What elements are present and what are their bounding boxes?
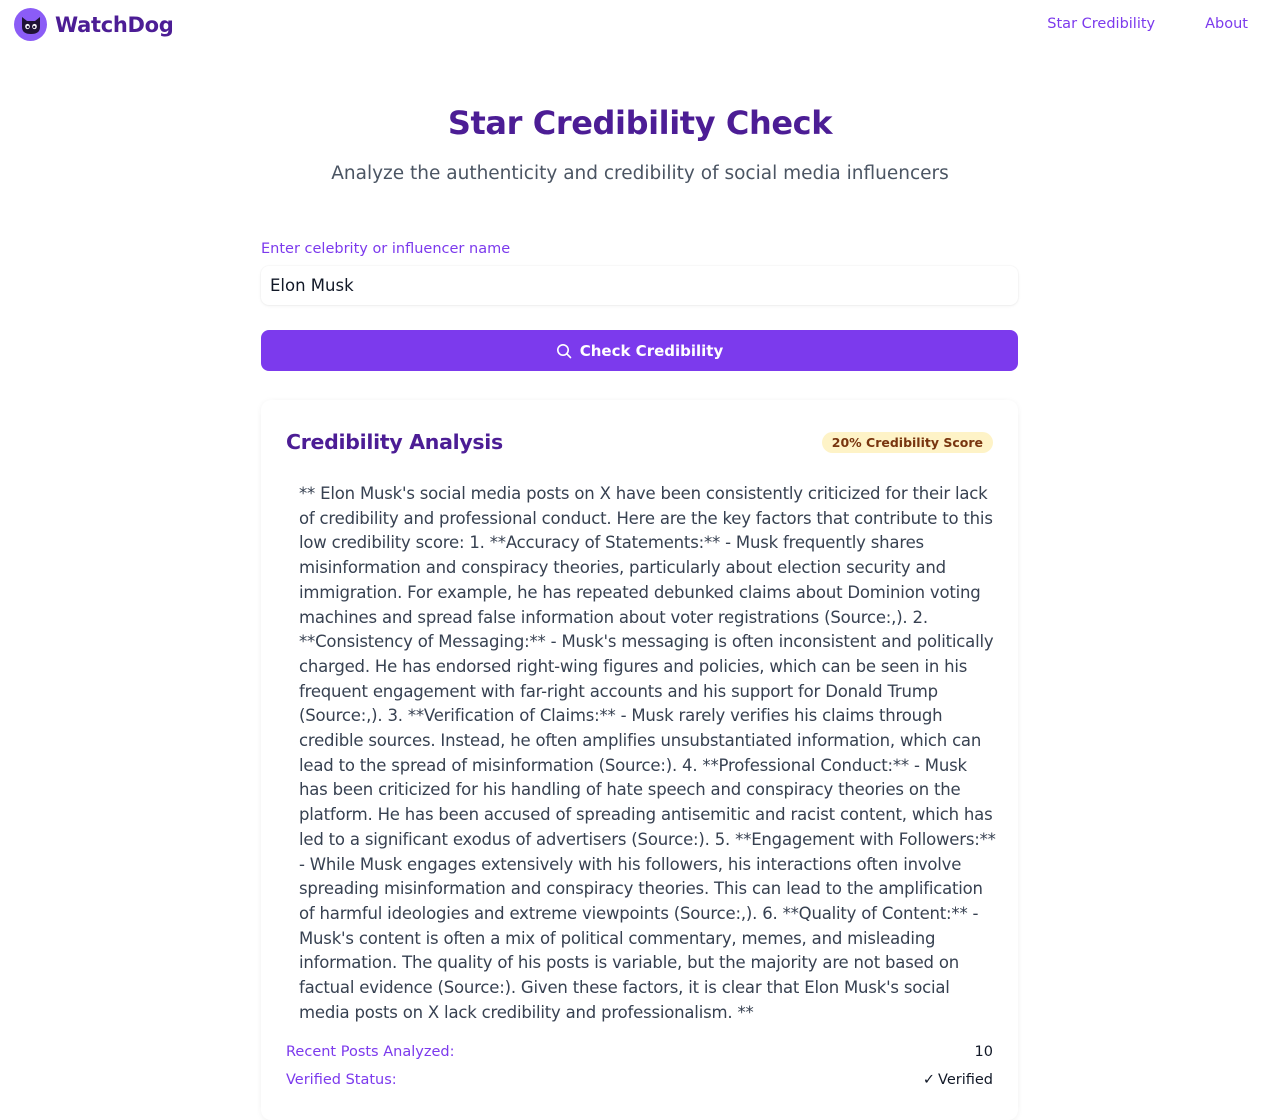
- name-input[interactable]: [261, 266, 1018, 305]
- stat-verified-status: [286, 1070, 993, 1090]
- analysis-card: [261, 400, 1018, 1120]
- name-field-label: Enter celebrity or influencer name: [261, 241, 511, 257]
- verified-text: Verified: [938, 1072, 993, 1088]
- page-subtitle: Analyze the authenticity and credibility of social media influencers: [331, 163, 949, 184]
- verified-value: [923, 1072, 993, 1088]
- check-credibility-label: Check Credibility: [579, 341, 724, 360]
- analysis-title: Credibility Analysis: [286, 430, 503, 454]
- page-title: Star Credibility Check: [447, 104, 833, 142]
- credibility-score-badge: 20% Credibility Score: [822, 432, 993, 453]
- stat-posts-analyzed: [286, 1042, 993, 1062]
- cat-face-icon: [14, 8, 47, 41]
- nav-star-credibility[interactable]: Star Credibility: [1047, 16, 1156, 32]
- app-name: WatchDog: [55, 12, 174, 37]
- check-credibility-button[interactable]: [261, 330, 1018, 371]
- top-bar: [0, 0, 1280, 52]
- checkmark-icon: ✓: [922, 1072, 936, 1088]
- stat-value: 10: [974, 1044, 993, 1060]
- analysis-text: ** Elon Musk's social media posts on X have been consistently criticized for their lack of credibility and professional conduct. Here are the key factors that contribute to this low credibility score: 1. **Accuracy of Statements:** - Musk frequently shares misinformation and conspiracy theories, particularly about election security and immigration. For example, he has repeated debunked claims about Dominion voting machines and spread false information about voter registrations (Source:,). 2. **Consistency of Messaging:** - Musk's messaging is often inconsistent and politically charged. He has endorsed right-wing figures and policies, which can be seen in his frequent engagement with far-right accounts and his support for Donald Trump (Source:,). 3. **Verification of Claims:** - Musk rarely verifies his claims through credible sources. Instead, he often amplifies unsubstantiated information, which can lead to the spread of misinformation (Source:). 4. **Professional Conduct:** - Musk has been criticized for his handling of hate speech and conspiracy theories on the platform. He has been accused of spreading antisemitic and racist content, which has led to a significant exodus of advertisers (Source:). 5. **Engagement with Followers:** - While Musk engages extensively with his followers, his interactions often involve spreading misinformation and conspiracy theories. This can lead to the amplification of harmful ideologies and extreme viewpoints (Source:,). 6. **Quality of Content:** - Musk's content is often a mix of political commentary, memes, and misleading information. The quality of his posts is variable, but the majority are not based on factual evidence (Source:). Given these factors, it is clear that Elon Musk's social media posts on X lack credibility and professionalism. **: [299, 484, 996, 1022]
- brand[interactable]: [14, 8, 174, 41]
- search-icon: [556, 343, 572, 359]
- stat-label: Recent Posts Analyzed:: [286, 1044, 455, 1060]
- stat-label: Verified Status:: [286, 1072, 397, 1088]
- nav-about[interactable]: About: [1205, 16, 1248, 32]
- main-nav: [1047, 16, 1248, 32]
